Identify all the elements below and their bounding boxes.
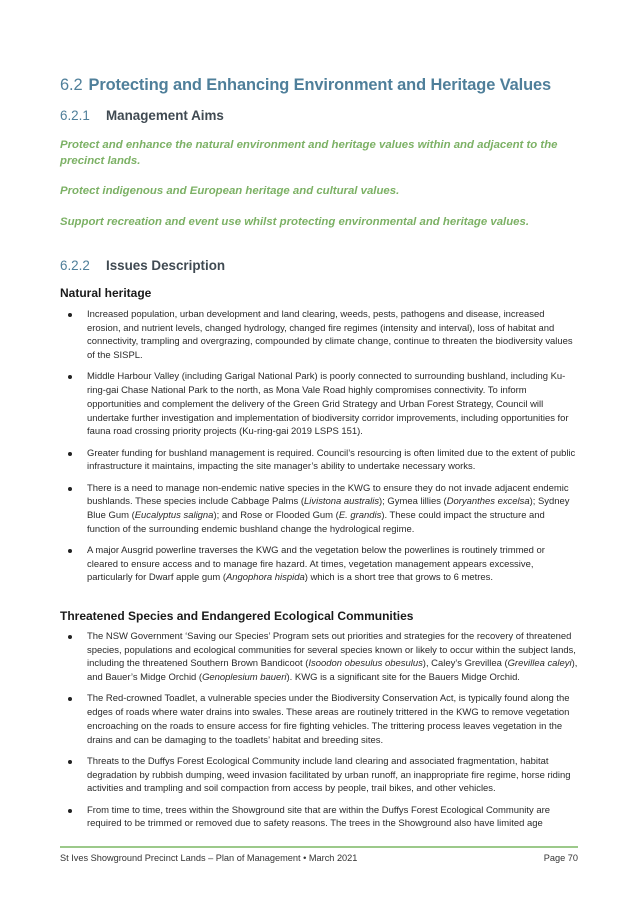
list-item-text: Middle Harbour Valley (including Garigal National Park) is poorly connected to surrounding bushland, including Ku-ring-gai Chase National Park to the north, as Mona Vale Road highly compromises connectivity. To inform opportunities and complement the delivery of the Green Grid Strategy and Urban Forest Strategy, Council will undertake further investigation and implementation of biodiversity corridor improvements, including opportunities for fauna road crossing priority projects (Ku-ring-gai 2019 LSPS 151). [87, 371, 569, 438]
list-item [60, 630, 578, 685]
list-item-text: ); and Rose or Flooded Gum ( [213, 509, 339, 521]
list-item-text: ) which is a short tree that grows to 6 metres. [304, 572, 494, 584]
threatened-species-list [60, 630, 578, 839]
bullet-icon [68, 487, 72, 491]
natural-heritage-list [60, 308, 578, 593]
list-item-text: The NSW Government ‘Saving our Species’ Program sets out priorities and strategies for the recovery of threatened species, populations and ecological communities for several species known or likely to occur within the subject lands, including the threatened Southern Brown Bandicoot ( [87, 631, 576, 670]
section-number: 6.2 [60, 76, 83, 94]
list-item [60, 692, 578, 747]
species-name: Angophora hispida [226, 572, 305, 584]
aim-item: Protect indigenous and European heritage and cultural values. [60, 185, 400, 197]
list-item-text: The Red-crowned Toadlet, a vulnerable species under the Biodiversity Conservation Act, is typically found along the edges of roads where water drains into swales. These areas are routinely trittered in the KWG to remove vegetation encroaching on the roads to ensure access for fire fighting vehicles. The trittering process leaves vegetation in the drains and can be damaging to the toadlets’ habitat and breeding sites. [87, 693, 570, 746]
species-name: Grevillea caleyi [507, 658, 572, 670]
list-item-text: ), Caley’s Grevillea ( [422, 658, 508, 670]
list-item-text: ). These could impact the structure and function of the surrounding endemic bushland change the hydrological regime. [87, 509, 545, 535]
aims-title: Management Aims [106, 108, 224, 123]
bullet-icon [68, 313, 72, 317]
aims-heading [60, 108, 224, 123]
bullet-icon [68, 809, 72, 813]
bullet-icon [68, 549, 72, 553]
list-item [60, 755, 578, 796]
threatened-species-heading: Threatened Species and Endangered Ecological Communities [60, 609, 414, 623]
list-item-text: ); Sydney Blue Gum ( [87, 496, 570, 521]
aim-item: Protect and enhance the natural environment and heritage values within and adjacent to the precinct lands. [60, 139, 558, 167]
list-item [60, 308, 578, 363]
list-item-text: Greater funding for bushland management is required. Council’s resourcing is often limited due to the extent of public infrastructure it maintains, impacting the site manager’s ability to undertake necessary works. [87, 447, 576, 473]
list-item-text: From time to time, trees within the Showground site that are within the Duffys Forest Ecological Community are required to be trimmed or removed due to safety reasons. The trees in the Showground also have limited age [87, 804, 550, 830]
section-heading [60, 76, 551, 95]
bullet-icon [68, 635, 72, 639]
issues-heading [60, 258, 225, 273]
issues-number: 6.2.2 [60, 258, 90, 273]
aim-item: Support recreation and event use whilst protecting environmental and heritage values. [60, 216, 530, 228]
list-item-text: ). KWG is a significant site for the Bauers Midge Orchid. [286, 672, 520, 684]
list-item [60, 370, 578, 439]
section-title: Protecting and Enhancing Environment and Heritage Values [88, 76, 552, 94]
species-name: E. grandis [338, 509, 382, 521]
list-item-text: There is a need to manage non-endemic native species in the KWG to ensure they do not invade adjacent endemic bushlands. These species include Cabbage Palms ( [87, 482, 569, 508]
bullet-icon [68, 452, 72, 456]
bullet-icon [68, 375, 72, 379]
species-name: Doryanthes excelsa [446, 496, 530, 508]
species-name: Isoodon obesulus obesulus [308, 658, 423, 670]
footer-document-title: St Ives Showground Precinct Lands – Plan of Management • March 2021 [60, 853, 358, 863]
list-item-text: Increased population, urban development and land clearing, weeds, pests, pathogens and disease, increased erosion, and nutrient levels, changed hydrology, changed fire regimes (intensity and interval), loss of habitat and connectivity, trampling and overgrazing, compounded by climate change, continue to threaten the biodiversity values of the SISPL. [87, 309, 573, 362]
natural-heritage-heading: Natural heritage [60, 286, 152, 300]
list-item [60, 482, 578, 537]
page-number: Page 70 [543, 853, 578, 863]
list-item [60, 804, 578, 831]
issues-title: Issues Description [106, 258, 226, 273]
species-name: Genoplesium baueri [202, 672, 287, 684]
list-item-text: ), and Bauer’s Midge Orchid ( [87, 658, 578, 684]
species-name: Eucalyptus saligna [134, 509, 214, 521]
list-item [60, 544, 578, 585]
species-name: Livistona australis [304, 496, 380, 508]
list-item-text: ); Gymea lillies ( [379, 496, 447, 508]
aims-number: 6.2.1 [60, 108, 90, 123]
footer-divider [60, 846, 578, 848]
bullet-icon [68, 697, 72, 701]
bullet-icon [68, 760, 72, 764]
list-item-text: A major Ausgrid powerline traverses the KWG and the vegetation below the powerlines is routinely trimmed or cleared to ensure access and to manage fire hazard. At times, vegetation management appears excessive, particularly for Dwarf apple gum ( [87, 544, 545, 584]
list-item-text: Threats to the Duffys Forest Ecological Community include land clearing and associated fragmentation, habitat degradation by rubbish dumping, weed invasion facilitated by urban runoff, an inappropriate fire regime, horse riding activities and trampling and soil compaction from access by people, trail bikes, and other vehicles. [87, 755, 571, 795]
document-page [60, 0, 578, 900]
list-item [60, 447, 578, 474]
